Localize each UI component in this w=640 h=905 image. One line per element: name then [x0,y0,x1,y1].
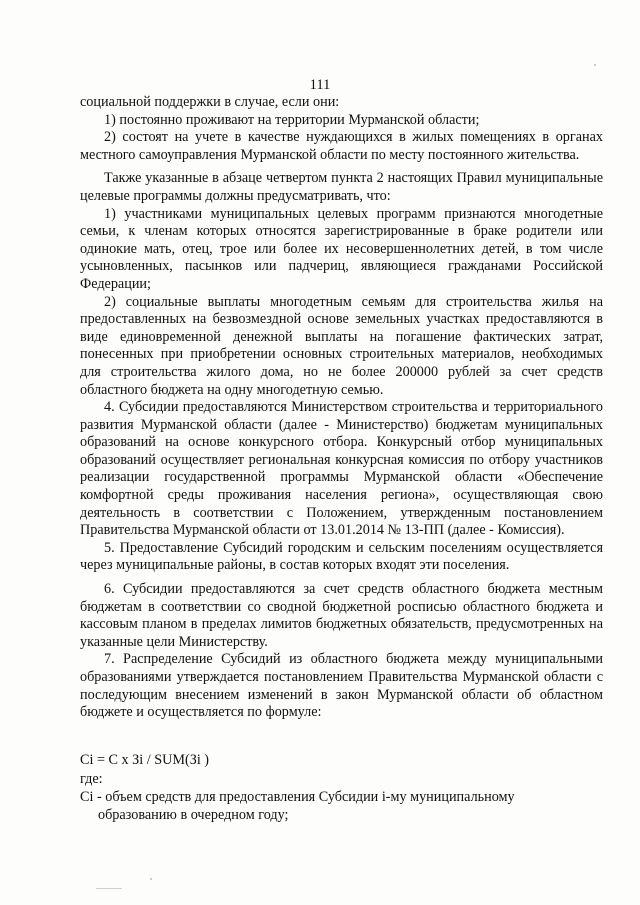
paragraph: 1) постоянно проживают на территории Мурманской области; [104,111,480,128]
paragraph: 1) участниками муниципальных целевых программ признаются многодетные семьи, к членам которых относятся зарегистрированные в браке родители или одинокие мать, отец, трое или более их несовершеннолетних детей, в том числе усыновленных, пасынков или падчериц, являющиеся гражданами Российской Федерации; [80,205,603,292]
scan-artifact-dot [150,878,152,880]
paragraph: 2) состоят на учете в качестве нуждающихся в жилых помещениях в органах местного самоуправления Мурманской области по месту постоянного жительства. [80,129,603,163]
paragraph: 7. Распределение Субсидий из областного бюджета между муниципальными образованиями утверждается постановлением Правительства Мурманской области с последующим внесением изменений в закон Мурманской области об областном бюджете и осуществляется по формуле: [80,651,603,721]
paragraph: 2) социальные выплаты многодетным семьям для строительства жилья на предоставленных на безвозмездной основе земельных участках предоставляются в виде единовременной денежной выплаты на погашение фактических затрат, понесенных при приобретении основных строительных материалов, необходимых для строительства жилого дома, но не более 200000 рублей за счет средств областного бюджета на одну многодетную семью. [80,293,603,398]
where-label: где: [80,771,103,788]
paragraph: 5. Предоставление Субсидий городским и сельским поселениям осуществляется через муниципальные районы, в состав которых входят эти поселения. [80,539,603,574]
scan-artifact-dot [594,64,596,66]
formula: Ci = C x Зi / SUM(Зi ) [80,751,210,768]
scan-artifact-line [96,888,122,889]
paragraph: 6. Субсидии предоставляются за счет средств областного бюджета местным бюджетам в соответствии со сводной бюджетной росписью областного бюджета и кассовым планом в пределах лимитов бюджетных обязательств, предусмотренных на указанные цели Министерству. [80,581,603,650]
paragraph: 4. Субсидии предоставляются Министерством строительства и территориального развития Мурманской области (далее - Министерство) бюджетам муниципальных образований на основе конкурсного отбора. Конкурсный отбор муниципальных образований осуществляет региональная конкурсная комиссия по отбору участников реализации государственной программы Мурманской области «Обеспечение комфортной среды проживания населения региона», осуществляющая свою деятельность в соответствии с Положением, утвержденным постановлением Правительства Мурманской области от 13.01.2014 № 13-ПП (далее - Комиссия). [80,399,603,539]
page-number: 111 [309,77,331,93]
definition-line: Ci - объем средств для предоставления Субсидии i-му муниципальному [80,788,515,805]
definition-continuation: образованию в очередном году; [98,806,289,823]
paragraph: социальной поддержки в случае, если они: [80,94,340,110]
document-body [80,94,603,824]
paragraph: Также указанные в абзаце четвертом пункта 2 настоящих Правил муниципальные целевые программы должны предусматривать, что: [80,170,603,204]
